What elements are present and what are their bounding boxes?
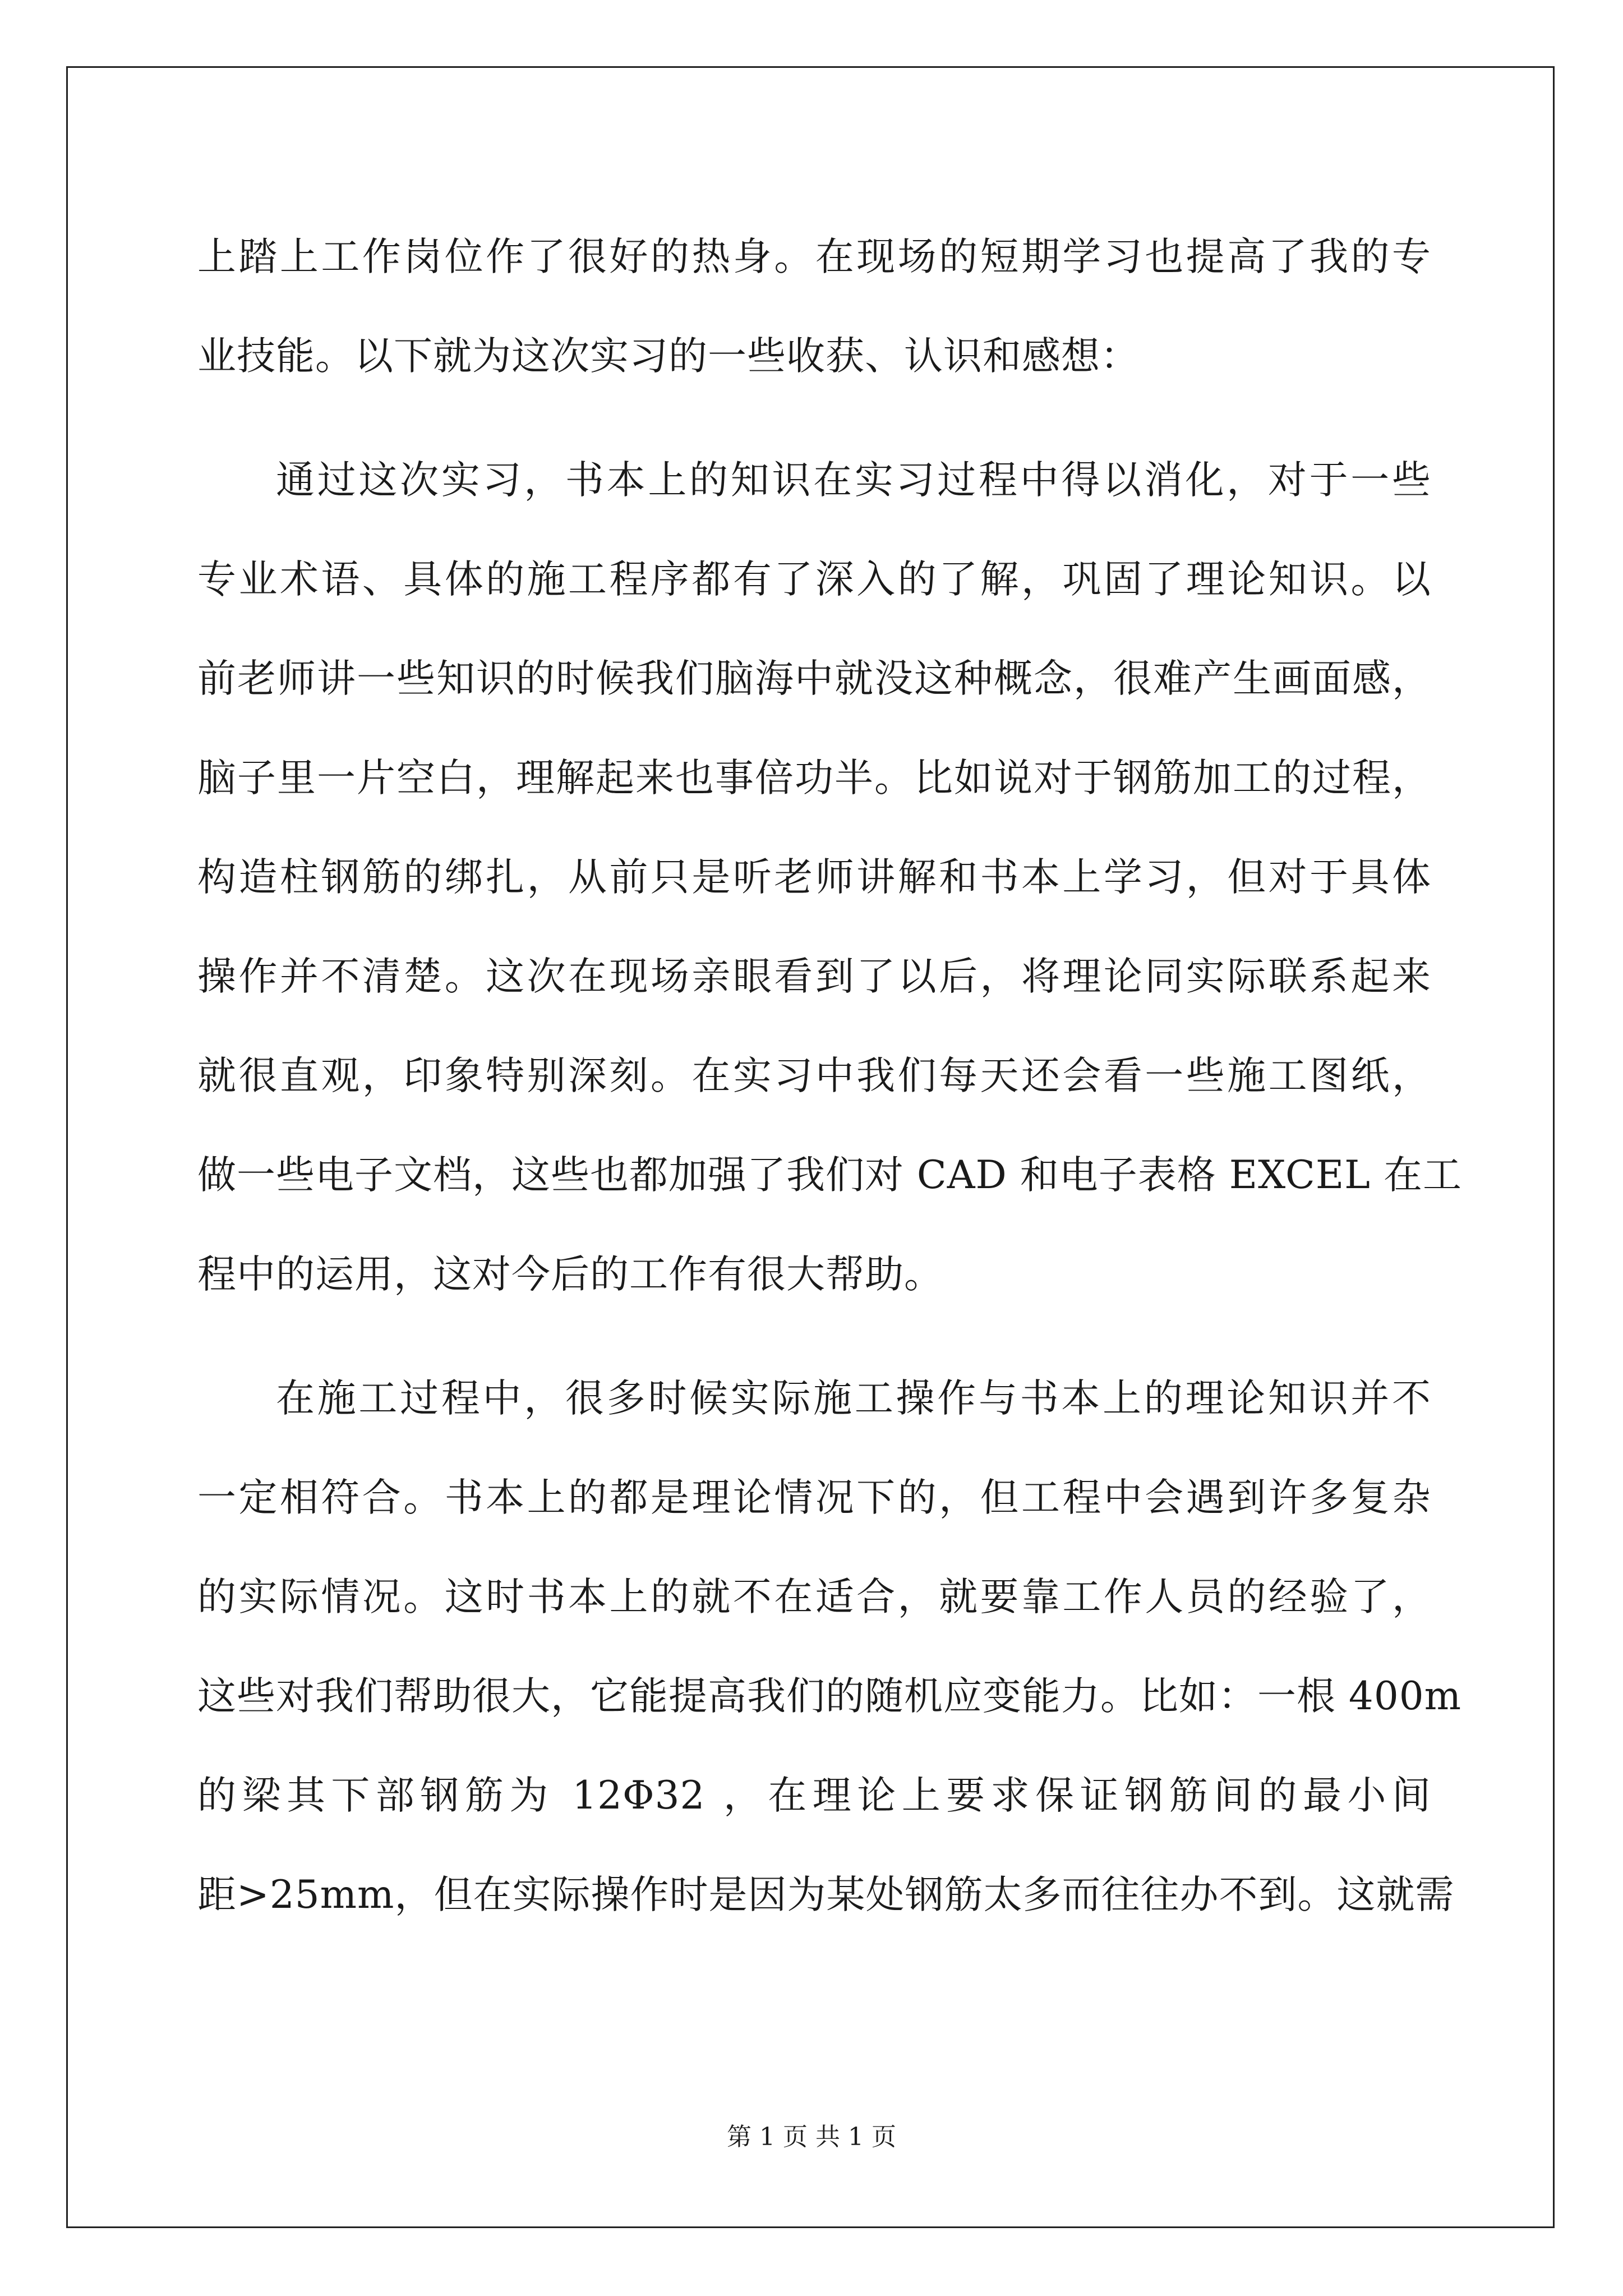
text-line: 就很直观，印象特别深刻。在实习中我们每天还会看一些施工图纸， bbox=[197, 1053, 1431, 1098]
text-line: 专业术语、具体的施工程序都有了深入的了解，巩固了理论知识。以 bbox=[197, 557, 1431, 602]
document-body bbox=[197, 208, 1462, 1945]
text-line: 构造柱钢筋的绑扎，从前只是听老师讲解和书本上学习，但对于具体 bbox=[197, 855, 1431, 900]
text-line: 程中的运用，这对今后的工作有很大帮助。 bbox=[197, 1252, 943, 1297]
text-line: 这些对我们帮助很大，它能提高我们的随机应变能力。比如：一根 400m bbox=[197, 1674, 1462, 1719]
text-line: 距>25mm，但在实际操作时是因为某处钢筋太多而往往办不到。这就需 bbox=[197, 1872, 1455, 1917]
paragraph-gap bbox=[197, 406, 1431, 431]
text-line: 在施工过程中，很多时候实际施工操作与书本上的理论知识并不 bbox=[276, 1376, 1431, 1421]
text-line: 的梁其下部钢筋为 12Φ32 ，在理论上要求保证钢筋间的最小间 bbox=[197, 1773, 1431, 1818]
text-line: 做一些电子文档，这些也都加强了我们对 CAD 和电子表格 EXCEL 在工 bbox=[197, 1153, 1462, 1198]
text-line: 一定相符合。书本上的都是理论情况下的，但工程中会遇到许多复杂 bbox=[197, 1475, 1431, 1520]
paragraph-gap bbox=[197, 1324, 1431, 1349]
text-line: 前老师讲一些知识的时候我们脑海中就没这种概念，很难产生画面感， bbox=[197, 656, 1431, 701]
text-line: 通过这次实习，书本上的知识在实习过程中得以消化，对于一些 bbox=[276, 458, 1431, 503]
text-line: 脑子里一片空白，理解起来也事倍功半。比如说对于钢筋加工的过程， bbox=[197, 756, 1431, 800]
text-line: 业技能。以下就为这次实习的一些收获、认识和感想： bbox=[197, 334, 1140, 379]
page-number-footer: 第 1 页 共 1 页 bbox=[727, 2123, 896, 2151]
text-line: 的实际情况。这时书本上的就不在适合，就要靠工作人员的经验了， bbox=[197, 1575, 1431, 1619]
text-line: 上踏上工作岗位作了很好的热身。在现场的短期学习也提高了我的专 bbox=[197, 234, 1431, 279]
text-line: 操作并不清楚。这次在现场亲眼看到了以后，将理论同实际联系起来 bbox=[197, 954, 1431, 999]
